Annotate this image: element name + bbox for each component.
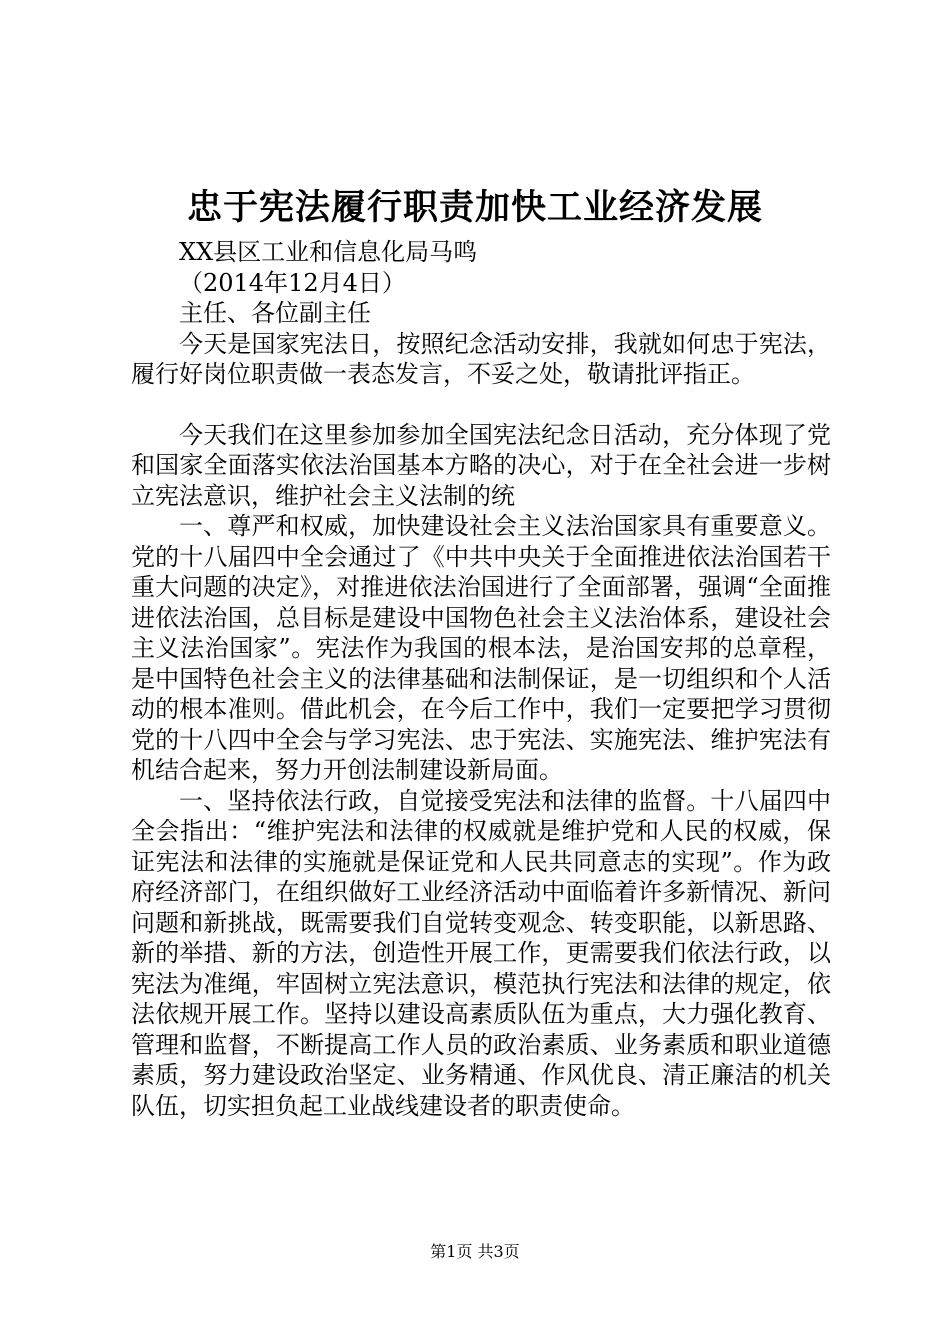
paragraph-section-two: 一、坚持依法行政，自觉接受宪法和法律的监督。十八届四中全会指出：“维护宪法和法律的权威就是维护党和人民的权威，保证宪法和法律的实施就是保证党和人民共同意志的实现”。作为政府经济部门，在组织做好工业经济活动中面临着许多新情况、新问问题和新挑战，既需要我们自觉转变观念、转变职能，以新思路、新的举措、新的方法，创造性开展工作，更需要我们依法行政，以宪法为准绳，牢固树立宪法意识，模范执行宪法和法律的规定，依法依规开展工作。坚持以建设高素质队伍为重点，大力强化教育、管理和监督，不断提高工作人员的政治素质、业务素质和职业道德素质，努力建设政治坚定、业务精通、作风优良、清正廉洁的机关队伍，切实担负起工业战线建设者的职责使命。 (131, 786, 831, 1120)
paragraph-section-one: 一、尊严和权威，加快建设社会主义法治国家具有重要意义。党的十八届四中全会通过了《中共中央关于全面推进依法治国若干重大问题的决定》，对推进依法治国进行了全面部署，强调“全面推进依法治国，总目标是建设中国物色社会主义法治体系，建设社会主义法治国家”。宪法作为我国的根本法，是治国安邦的总章程，是中国特色社会主义的法律基础和法制保证，是一切组织和个人活动的根本准则。借此机会，在今后工作中，我们一定要把学习贯彻党的十八四中全会与学习宪法、忠于宪法、实施宪法、维护宪法有机结合起来，努力开创法制建设新局面。 (131, 512, 831, 784)
page-number: 第1页 共3页 (430, 1242, 520, 1261)
paragraph-background: 今天我们在这里参加参加全国宪法纪念日活动，充分体现了党和国家全面落实依法治国基本方略的决心，对于在全社会进一步树立宪法意识，维护社会主义法制的统 (131, 420, 831, 510)
date-line: （2014年12月4日） (179, 268, 406, 297)
author-line: XX县区工业和信息化局马鸣 (179, 238, 478, 266)
document-body (131, 237, 831, 1121)
paragraph-intro: 今天是国家宪法日，按照纪念活动安排，我就如何忠于宪法，履行好岗位职责做一表态发言，不妥之处，敬请批评指正。 (131, 329, 831, 388)
document-title: 忠于宪法履行职责加快工业经济发展 (186, 187, 763, 228)
salutation-line: 主任、各位副主任 (179, 299, 371, 327)
